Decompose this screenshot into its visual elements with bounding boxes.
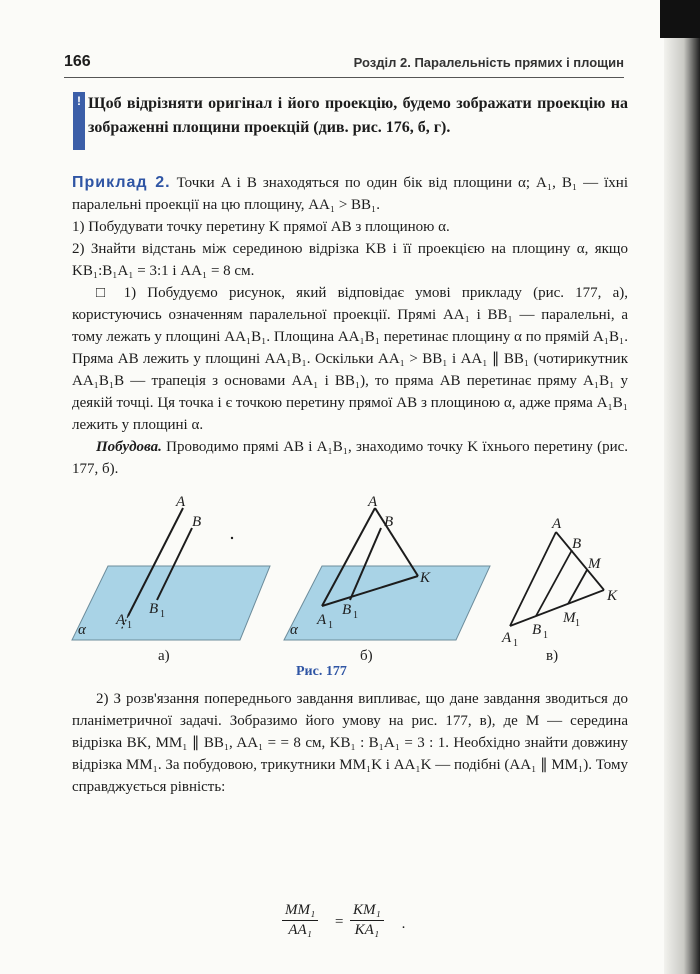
label-A-c: A xyxy=(552,516,562,532)
example-statement: Приклад 2. Точки A і B знаходяться по один бік від площини α; A₁, B₁ — їхні паралельні проекції на цю площину, AA₁ > BB₁. xyxy=(72,174,629,213)
svg-text:1: 1 xyxy=(328,620,333,631)
figure-panel-a xyxy=(72,494,270,664)
svg-text:1: 1 xyxy=(513,638,518,649)
part2-block xyxy=(72,688,628,798)
label-M-c: M xyxy=(588,556,601,572)
part2-paragraph: 2) З розв'язання попереднього завдання випливає, що дане завдання зводиться до планіметричної задачі. Зобразимо його умову на рис. 177, в), де M — середина відрізка BK, MM₁ ∥ BB₁, AA₁ = = 8 см, KB₁ : B₁A₁ = 3 : 1. Необхідно знайти довжину відрізка MM₁. За побудовою, трикутники MM₁K і AA₁K — подібні (AA₁ ∥ MM₁). Тому справджується рівність: xyxy=(72,691,628,795)
construction-label: Побудова. xyxy=(96,439,162,455)
note-text: Щоб відрізняти оригінал і його проекцію, будемо зображати проекцію на зображенні площини проекцій (див. рис. 176, б, г). xyxy=(88,95,628,136)
svg-text:1: 1 xyxy=(575,618,580,629)
equals-sign: = xyxy=(334,914,345,930)
plane-alpha-a xyxy=(72,566,270,640)
note-box xyxy=(88,92,628,140)
fraction-left: $\frac{\text{MM₁}}{\text{AA₁}}$ xyxy=(282,902,318,939)
figure-panel-b xyxy=(284,494,490,664)
label-K-b: K xyxy=(420,570,431,586)
label-A-b: A xyxy=(368,494,378,510)
plane-alpha-b xyxy=(284,566,490,640)
label-A1-a: A xyxy=(116,612,126,628)
label-B-a: B xyxy=(192,514,202,530)
label-alpha-a: α xyxy=(78,622,86,638)
label-A1-b: A xyxy=(317,612,327,628)
figure-panel-c xyxy=(501,516,618,664)
construction-paragraph: Побудова. Проводимо прямі AB і A₁B₁, знаходимо точку K їхнього перетину (рис. 177, б). xyxy=(72,439,629,477)
svg-text:1: 1 xyxy=(543,630,548,641)
fraction-right: $\frac{\text{KM₁}}{\text{KA₁}}$ xyxy=(350,902,384,939)
label-B1-b: B xyxy=(342,602,352,618)
page-number: 166 xyxy=(64,53,91,70)
figure-caption: Рис. 177 xyxy=(296,664,347,679)
example-solution: □ 1) Побудуємо рисунок, який відповідає умові прикладу (рис. 177, а), користуючись означенням паралельної проекції. Прямі AA₁ і BB₁ — паралельні, а тому лежать у площині AA₁B₁. Площина AA₁B₁ перетинає площину α по прямій A₁B₁. Пряма AB лежить у площині AA₁B₁. Оскільки AA₁ > BB₁ і AA₁ ∥ BB₁ (чотирикутник AA₁B₁B — трапеція з основами AA₁ і BB₁), то пряма AB перетинає пряму A₁B₁ у деякій точці. Ця точка і є точкою перетину прямої AB з площиною α, адже пряма A₁B₁ лежить у площині α. xyxy=(72,285,628,433)
page-corner-shadow xyxy=(660,0,700,38)
similarity-formula xyxy=(282,902,432,958)
panel-label-c: в) xyxy=(546,648,559,664)
label-B1-a: B xyxy=(149,601,159,617)
panel-label-a: а) xyxy=(158,648,170,664)
label-B1-c: B xyxy=(532,622,542,638)
example-task-1: 1) Побудувати точку перетину K прямої AB з площиною α. xyxy=(72,219,450,235)
panel-label-b: б) xyxy=(360,648,373,664)
svg-text:1: 1 xyxy=(353,610,358,621)
example-label: Приклад 2. xyxy=(72,174,171,191)
running-title: Розділ 2. Паралельність прямих і площин xyxy=(353,55,624,70)
label-alpha-b: α xyxy=(290,622,298,638)
line-MM1-c xyxy=(568,570,587,604)
example-task-2: 2) Знайти відстань між серединою відрізка KB і її проекцією на площину α, якщо KB₁:B₁A₁ = 3:1 і AA₁ = 8 см. xyxy=(72,241,628,279)
svg-text:1: 1 xyxy=(127,620,132,631)
example-block xyxy=(72,172,628,480)
exclamation-icon: ! xyxy=(73,92,85,150)
figure-177 xyxy=(60,494,640,694)
label-A1-c: A xyxy=(502,630,512,646)
page-header xyxy=(64,53,624,75)
label-M1-c: M xyxy=(563,610,576,626)
page-edge-shadow xyxy=(664,0,700,974)
label-A-a: A xyxy=(176,494,186,510)
label-B-c: B xyxy=(572,536,582,552)
label-B-b: B xyxy=(384,514,394,530)
header-rule xyxy=(64,77,624,78)
label-K-c: K xyxy=(607,588,618,604)
svg-text:1: 1 xyxy=(160,609,165,620)
formula-period: . xyxy=(402,916,406,932)
